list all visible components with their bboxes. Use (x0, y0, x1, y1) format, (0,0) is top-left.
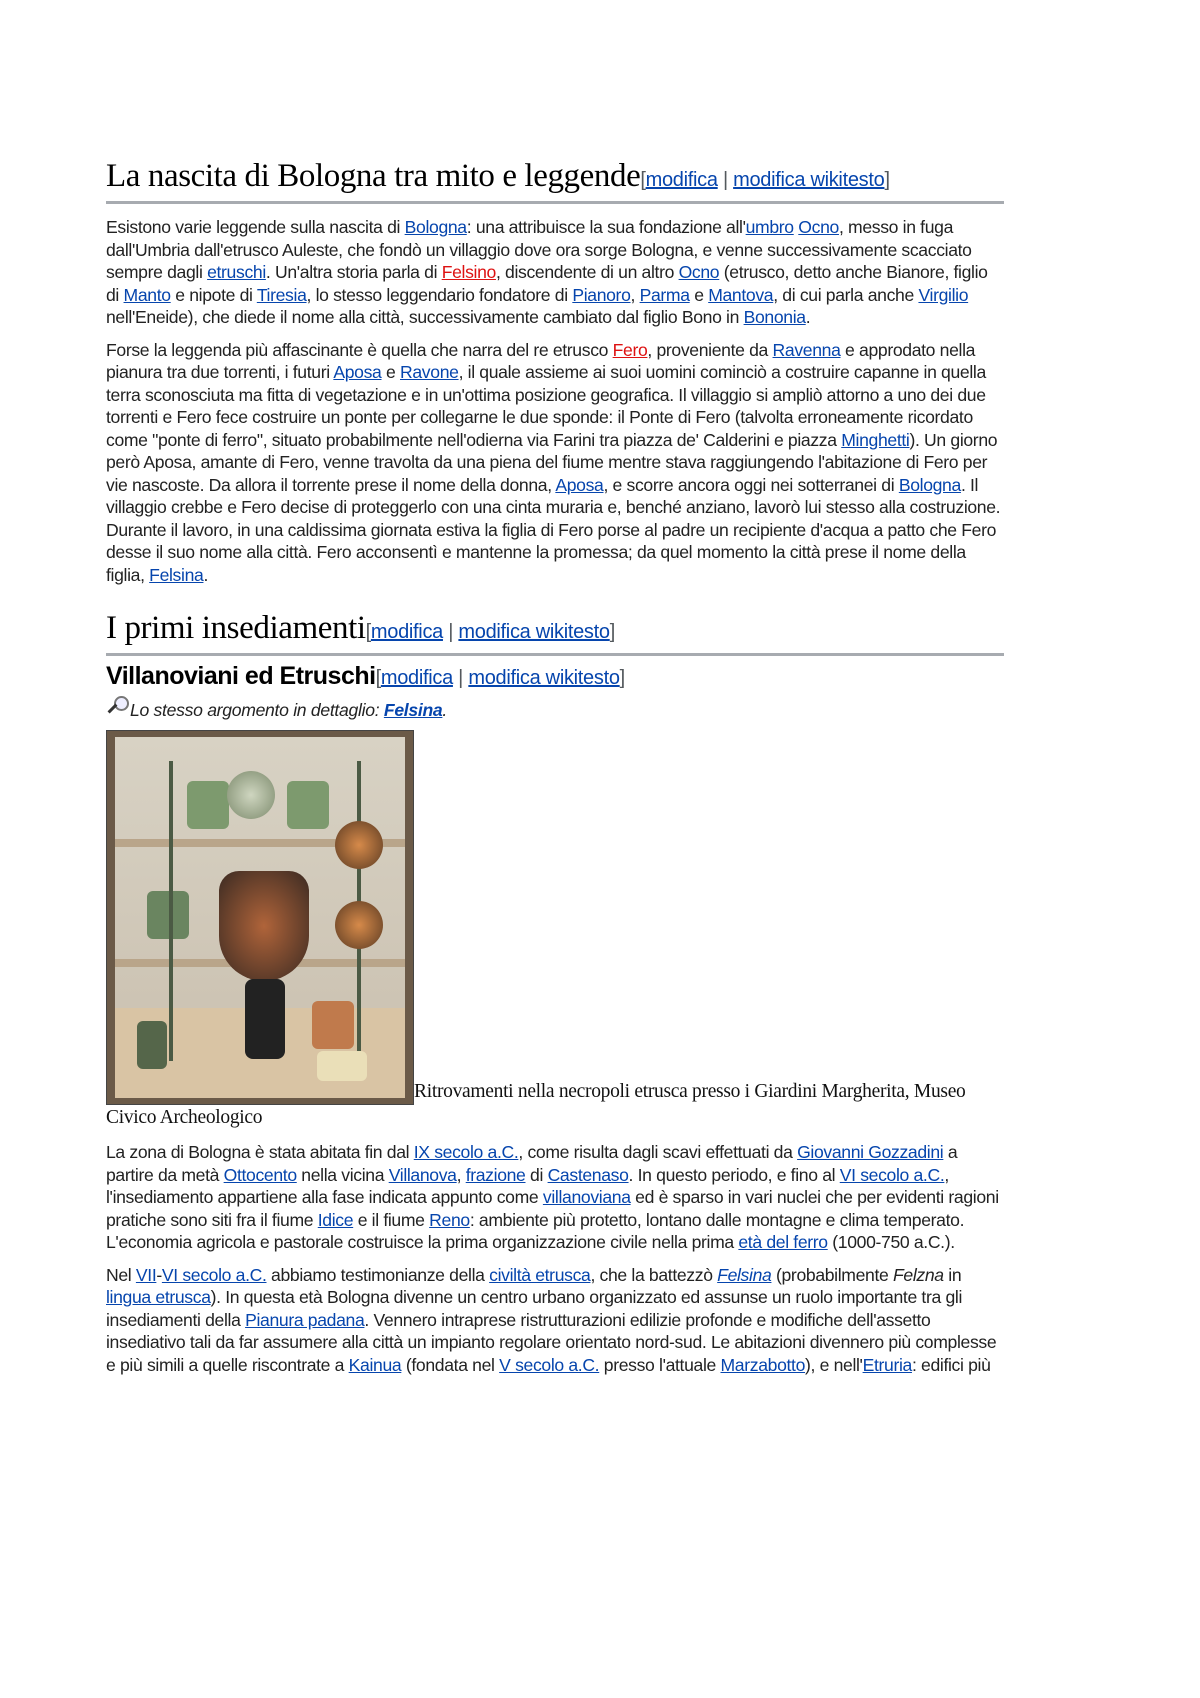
wiki-link[interactable]: IX secolo a.C. (413, 1142, 519, 1162)
paragraph-text: nella vicina (296, 1164, 389, 1185)
bracket: [ (640, 169, 646, 191)
wiki-link[interactable]: Minghetti (841, 429, 910, 450)
magnifier-icon (106, 696, 130, 718)
section-title: I primi insediamenti (106, 610, 366, 646)
wiki-link[interactable]: Bologna (898, 474, 961, 495)
wiki-link[interactable]: Villanova (388, 1164, 457, 1185)
separator: | (717, 169, 734, 191)
wiki-link[interactable]: villanoviana (542, 1187, 631, 1207)
paragraph-text: , di cui parla anche (773, 284, 919, 305)
paragraph-text: , il quale assieme ai suoi uomini cominciò a costruire capanne in quella terra sconosciuta ma fitta di vegetazione e in un'ottima posizione geografica. Il villaggio si ampliò attorno a uno dei due torrenti e Fero fece costruire un ponte per collegarne le due sponde: il Ponte di Fero (talvolta erroneamente ricordato come "ponte di ferro", situato probabilmente nell'odierna via Farini tra piazza de' Calderini e piazza (106, 362, 986, 450)
wiki-link[interactable]: Ocno (798, 217, 839, 237)
wiki-link[interactable]: Virgilio (918, 284, 969, 305)
wiki-link[interactable]: Etruria (862, 1354, 912, 1375)
paragraph-text: , (630, 284, 640, 305)
edit-links (376, 667, 625, 689)
edit-links (640, 169, 889, 191)
wiki-link[interactable]: VI secolo a.C. (839, 1164, 945, 1185)
paragraph (106, 1141, 1004, 1254)
bracket: ] (609, 621, 615, 643)
paragraph-text: Forse la leggenda più affascinante è quella che narra del re etrusco (106, 339, 613, 360)
wiki-link[interactable]: Mantova (708, 284, 774, 305)
wiki-link[interactable]: Bologna (404, 217, 467, 237)
wiki-link[interactable]: Fero (612, 339, 648, 360)
wiki-link[interactable]: etruschi (207, 262, 266, 282)
paragraph-text: . (203, 564, 208, 585)
paragraph-text: ed è sparso in vari nuclei che per evidenti ragioni pratiche sono siti fra il fiume (106, 1187, 999, 1230)
wiki-link[interactable]: Felsina (149, 564, 204, 585)
wiki-link[interactable]: Reno (429, 1209, 470, 1230)
wiki-link[interactable]: età del ferro (738, 1232, 828, 1252)
paragraph-text: : ambiente più protetto, lontano dalle montagne e clima temperato. L'economia agricola e pastorale costruisce la prima organizzazione civile nella prima (106, 1209, 965, 1252)
wiki-link[interactable]: VI secolo a.C. (161, 1264, 267, 1285)
paragraph (106, 339, 1004, 587)
paragraph-text: , lo stesso leggendario fondatore di (306, 284, 573, 305)
paragraph-text: , come risulta dagli scavi effettuati da (518, 1142, 798, 1162)
paragraph-text: - (156, 1264, 162, 1285)
wiki-link[interactable]: Felsino (441, 262, 496, 282)
paragraph-text: . (805, 307, 811, 327)
wiki-link[interactable]: Parma (639, 284, 690, 305)
bracket: [ (365, 621, 371, 643)
section-heading-primi-insediamenti (106, 608, 1004, 656)
paragraph (106, 216, 1004, 329)
paragraph-text: ). In questa età Bologna divenne un centro urbano organizzato ed assunse un ruolo importante tra gli insediamenti della (106, 1287, 963, 1330)
paragraph-text: ). Un giorno però Aposa, amante di Fero, venne travolta da una piena del fiume mentre stava raggiungendo l'abitazione di Fero per vie nascoste. Da allora il torrente prese il nome della donna, (106, 429, 998, 495)
wiki-link[interactable]: Pianura padana (245, 1309, 365, 1330)
edit-source-link[interactable]: modifica wikitesto (468, 667, 620, 689)
paragraph-text: , (456, 1164, 466, 1185)
wiki-link[interactable]: Aposa (555, 474, 604, 495)
edit-links (366, 621, 615, 643)
wiki-link[interactable]: Ottocento (223, 1164, 297, 1185)
article-content (106, 150, 1004, 1386)
paragraph-text: , l'insediamento appartiene alla fase indicata appunto come (106, 1164, 949, 1207)
paragraph-text: e (689, 284, 709, 305)
wiki-link[interactable]: civiltà etrusca (489, 1264, 591, 1285)
subsection-heading-villanoviani (106, 660, 1004, 694)
hatnote-text: Lo stesso argomento in dettaglio: (130, 700, 384, 720)
paragraph-text: : edifici più (911, 1354, 991, 1375)
edit-link[interactable]: modifica (645, 169, 718, 191)
museum-showcase-image[interactable] (106, 730, 414, 1105)
bracket: [ (375, 667, 381, 689)
separator: | (442, 621, 459, 643)
wiki-link[interactable]: umbro (745, 217, 794, 237)
paragraph-text: : una attribuisce la sua fondazione all' (466, 217, 746, 237)
hatnote-link-felsina[interactable]: Felsina (383, 700, 443, 720)
edit-link[interactable]: modifica (380, 667, 453, 689)
paragraph-text: . Un'altra storia parla di (265, 262, 442, 282)
wiki-link[interactable]: Tiresia (256, 284, 307, 305)
paragraph-text: , discendente di un altro (495, 262, 679, 282)
paragraph-text: abbiamo testimonianze della (266, 1264, 490, 1285)
edit-source-link[interactable]: modifica wikitesto (733, 169, 885, 191)
paragraph-text: e (381, 362, 401, 382)
paragraph-text: , e scorre ancora oggi nei sotterranei di (603, 474, 899, 495)
paragraph-text: e approdato nella pianura tra due torrenti, i futuri (106, 339, 976, 382)
wiki-link[interactable]: Marzabotto (720, 1354, 806, 1375)
paragraph-text: , proveniente da (647, 339, 773, 360)
paragraph-text: . Vennero intraprese ristrutturazioni edilizie profonde e modifiche dell'assetto insediativo tali da far assumere alla città un impianto regolare orientato nord-sud. Le abitazioni divennero più complesse e più simili a quelle riscontrate a (106, 1309, 997, 1375)
figure (106, 730, 1004, 1131)
wiki-link[interactable]: lingua etrusca (106, 1287, 211, 1307)
paragraph-text: presso l'attuale (599, 1354, 721, 1375)
paragraph-text: nell'Eneide), che diede il nome alla città, successivamente cambiato dal figlio Bono in (106, 307, 744, 327)
paragraph-text: a partire da metà (106, 1142, 958, 1185)
edit-link[interactable]: modifica (370, 621, 443, 643)
wiki-link[interactable]: Felsina (717, 1264, 772, 1285)
paragraph-text: Felzna (893, 1264, 944, 1285)
paragraph-text: Esistono varie leggende sulla nascita di (106, 217, 405, 237)
paragraph (106, 1264, 1004, 1377)
subsection-title: Villanoviani ed Etruschi (106, 662, 376, 690)
wiki-link[interactable]: Idice (317, 1209, 354, 1230)
paragraph-text: , che la battezzò (590, 1264, 718, 1285)
bracket: ] (884, 169, 890, 191)
paragraph-text: di (525, 1164, 548, 1185)
paragraph-text: , messo in fuga dall'Umbria dall'etrusco Auleste, che fondò un villaggio dove ora sorge Bologna, e venne successivamente scacciato sempre dagli (106, 217, 972, 282)
hatnote (106, 696, 1004, 722)
paragraph-text: (etrusco, detto anche Bianore, figlio di (106, 262, 988, 305)
hatnote-period: . (442, 700, 447, 720)
paragraph-text: e il fiume (353, 1209, 430, 1230)
paragraph-text: . In questo periodo, e fino al (628, 1164, 840, 1185)
paragraph-text: Nel (106, 1264, 136, 1285)
wiki-link[interactable]: Manto (123, 284, 171, 305)
paragraph-text: ), e nell' (805, 1354, 863, 1375)
paragraph-text: La zona di Bologna è stata abitata fin dal (106, 1142, 414, 1162)
wiki-link[interactable]: Aposa (333, 362, 382, 382)
paragraph-text: (fondata nel (401, 1354, 500, 1375)
paragraph-text: e nipote di (170, 284, 257, 305)
wiki-link[interactable]: Ravone (400, 362, 459, 382)
paragraph-text: in (943, 1264, 962, 1285)
bracket: ] (619, 667, 625, 689)
figure-caption: Ritrovamenti nella necropoli etrusca presso i Giardini Margherita, Museo Civico Archeologico (106, 1081, 966, 1128)
section-heading-nascita (106, 156, 1004, 204)
wiki-link[interactable]: Ocno (678, 262, 720, 282)
wiki-link[interactable]: Bononia (743, 307, 806, 327)
wiki-link[interactable]: V secolo a.C. (499, 1354, 600, 1375)
wiki-link[interactable]: Castenaso (547, 1164, 629, 1185)
wiki-link[interactable]: VII (135, 1264, 157, 1285)
separator: | (452, 667, 469, 689)
wiki-link[interactable]: Giovanni Gozzadini (797, 1142, 944, 1162)
wiki-link[interactable]: Ravenna (772, 339, 841, 360)
wiki-link[interactable]: Pianoro (572, 284, 631, 305)
wiki-link[interactable]: frazione (465, 1164, 526, 1185)
wiki-link[interactable]: Kainua (348, 1354, 402, 1375)
paragraph-text: . Il villaggio crebbe e Fero decise di proteggerlo con una cinta muraria e, benché anziano, lavorò lui stesso alla costruzione. Durante il lavoro, in una caldissima giornata estiva la figlia di Fero porse al padre un recipiente d'acqua a patto che Fero desse il suo nome alla città. Fero acconsentì e mantenne la promessa; da quel momento la città prese il nome della figlia, (106, 474, 1001, 585)
edit-source-link[interactable]: modifica wikitesto (458, 621, 610, 643)
paragraph-text: (probabilmente (771, 1264, 893, 1285)
paragraph-text: (1000-750 a.C.). (827, 1232, 955, 1252)
section-title: La nascita di Bologna tra mito e leggende (106, 158, 641, 194)
